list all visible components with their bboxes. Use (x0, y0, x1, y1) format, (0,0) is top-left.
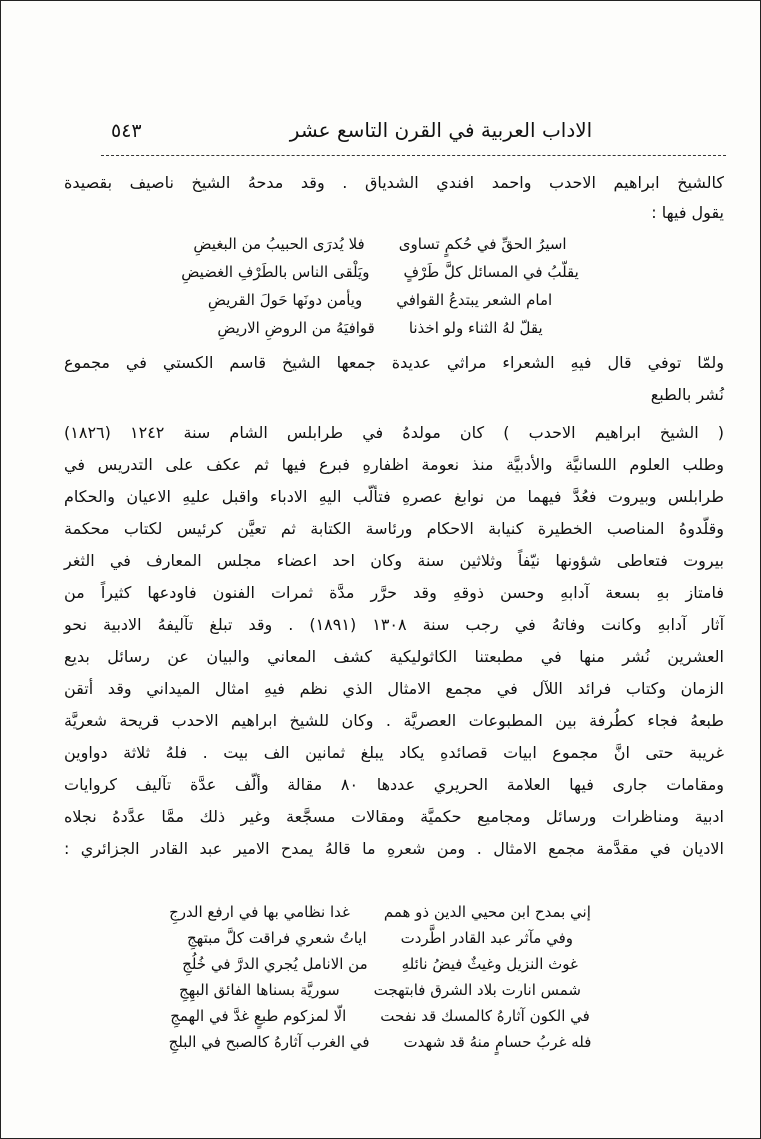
verse-hemistich: وفي مآثر عبد القادر اطَّردت (400, 929, 574, 947)
paragraph-line: ولمّا توفي قال فيهِ الشعراء مراثي عديدة جمعها الشيخ قاسم الكستي في مجموع (64, 353, 724, 372)
verse-hemistich: غوث النزيل وغيثٌ فيضُ نائلهِ (401, 955, 578, 973)
paragraph-line: العشرين نُشر منها في مطبعتنا الكاثوليكية كشف المعاني والبيان عن رسائل بديع (64, 647, 724, 666)
paragraph-line: وطلب العلوم اللسانيَّة والأدبيَّة منذ نعومة اظفارهِ فبرع فيها ثم عكف على التدريس في (64, 455, 724, 474)
verse-hemistich: فلا يُدرَى الحبيبُ من البغيضِ (193, 235, 365, 253)
verse-hemistich: الّا لمزكوم طبعٍ غدَّ في الهمجِ (170, 1007, 347, 1025)
verse (40, 317, 720, 339)
verse-hemistich: ويأمن دونَها حَولَ القريضِ (207, 291, 363, 309)
verse-hemistich: فله غربُ حسامٍ منهُ قد شهدت (403, 1033, 592, 1051)
verse (40, 289, 720, 311)
verse-hemistich: يقلّ لهُ الثناء ولو اخذنا (408, 319, 543, 337)
header-rule (101, 155, 726, 156)
verse (40, 233, 720, 255)
verse-hemistich: من الانامل يُجري الدرَّ في خُلُجِ (182, 955, 368, 973)
verse-hemistich: امام الشعر يبتدعُ القوافي (396, 291, 553, 309)
paragraph-line: يقول فيها : (651, 203, 724, 222)
paragraph-line: ادبية ومناظرات ورسائل ومجاميع حكميَّة ومقالات مسجَّعة وغير ذلك ممَّا عدَّدهُ نجلاه (64, 807, 724, 826)
verse (40, 901, 720, 923)
paragraph-line: فامتاز بهِ بسعة آدابهِ وحسن ذوقهِ وقد حرَّر مدَّة ثمرات الفنون فاودعها كثيراً من (64, 583, 724, 602)
paragraph-line: وقلّدوهُ المناصب الخطيرة كنيابة الاحكام ورئاسة الكتابة ثم تعيَّن كرئيس لكتاب محكمة (64, 519, 724, 538)
verse-hemistich: ويَلْقى الناس بالطَرْفِ الغضيضِ (181, 263, 370, 281)
verse-hemistich: في الكون آثارهُ كالمسك قد نفحت (380, 1007, 590, 1025)
page-number: ٥٤٣ (111, 120, 142, 142)
paragraph-line: الاديان في مقدَّمة مجمع الامثال . ومن شعرهِ ما قالهُ يمدح الامير عبد القادر الجزائري : (64, 839, 724, 858)
verse-hemistich: شمس انارت بلاد الشرق فابتهجت (373, 981, 581, 999)
verse-hemistich: اياتُ شعري فراقت كلَّ مبتهجِ (186, 929, 367, 947)
verse (40, 1031, 720, 1053)
verse (40, 953, 720, 975)
paragraph-line: غريبة حتى انَّ مجموع ابيات قصائدهِ يكاد يبلغ ثمانين الف بيت . فلهُ ثلاثة دواوين (64, 743, 724, 762)
verse-hemistich: يقلّبُ في المسائل كلَّ طَرْفٍ (403, 263, 579, 281)
verse (40, 927, 720, 949)
verse-hemistich: غدا نظامي بها في ارفع الدرجِ (169, 903, 350, 921)
verse-hemistich: اسيرُ الحقِّ في حُكمٍ تساوى (398, 235, 567, 253)
verse (40, 1005, 720, 1027)
verse (40, 261, 720, 283)
paragraph-line: بيروت فتعاطى شؤونها نيّفاً وثلاثين سنة وكان احد اعضاء مجلس المعارف في الثغر (64, 551, 724, 570)
paragraph-line: ومقامات جارى فيها العلامة الحريري عددها ٨٠ مقالة وألّف عدَّة تآليف كروايات (64, 775, 724, 794)
running-header-title: الاداب العربية في القرن التاسع عشر (289, 118, 593, 142)
paragraph-line: طرابلس وبيروت فعُدَّ فيهما من نوابغ عصرهِ فتألّب اليهِ الادباء واقبل عليهِ الاعيان والحكام (64, 487, 724, 506)
paragraph-line: طبعهُ فجاء كطُرفة بين المطبوعات العصريَّة . وكان للشيخ ابراهيم الاحدب قريحة شعريَّة (64, 711, 724, 730)
paragraph-line: الزمان وكتاب فرائد اللآل في مجمع الامثال الذي نظم فيهِ امثال الميداني وقد أتقن (64, 679, 724, 698)
paragraph-line: ( الشيخ ابراهيم الاحدب ) كان مولدهُ في طرابلس الشام سنة ١٢٤٢ (١٨٢٦) (64, 423, 725, 442)
paragraph-line: آثار آدابهِ وكانت وفاتهُ في رجب سنة ١٣٠٨ (١٨٩١) . وقد تبلغ تآليفهُ الادبية نحو (64, 615, 725, 634)
verse-hemistich: إني بمدح ابن محيي الدين ذو همم (383, 903, 591, 921)
paragraph-line: نُشر بالطبع (650, 385, 724, 404)
verse-hemistich: في الغرب آثارهُ كالصبح في البلجِ (168, 1033, 370, 1051)
paragraph-line: كالشيخ ابراهيم الاحدب واحمد افندي الشدياق . وقد مدحهُ الشيخ ناصيف بقصيدة (64, 173, 724, 192)
verse-hemistich: سوريَّة بسناها الفائق البهِجِ (179, 981, 340, 999)
verse (40, 979, 720, 1001)
verse-hemistich: قوافيَهُ من الروضِ الاريضِ (217, 319, 375, 337)
